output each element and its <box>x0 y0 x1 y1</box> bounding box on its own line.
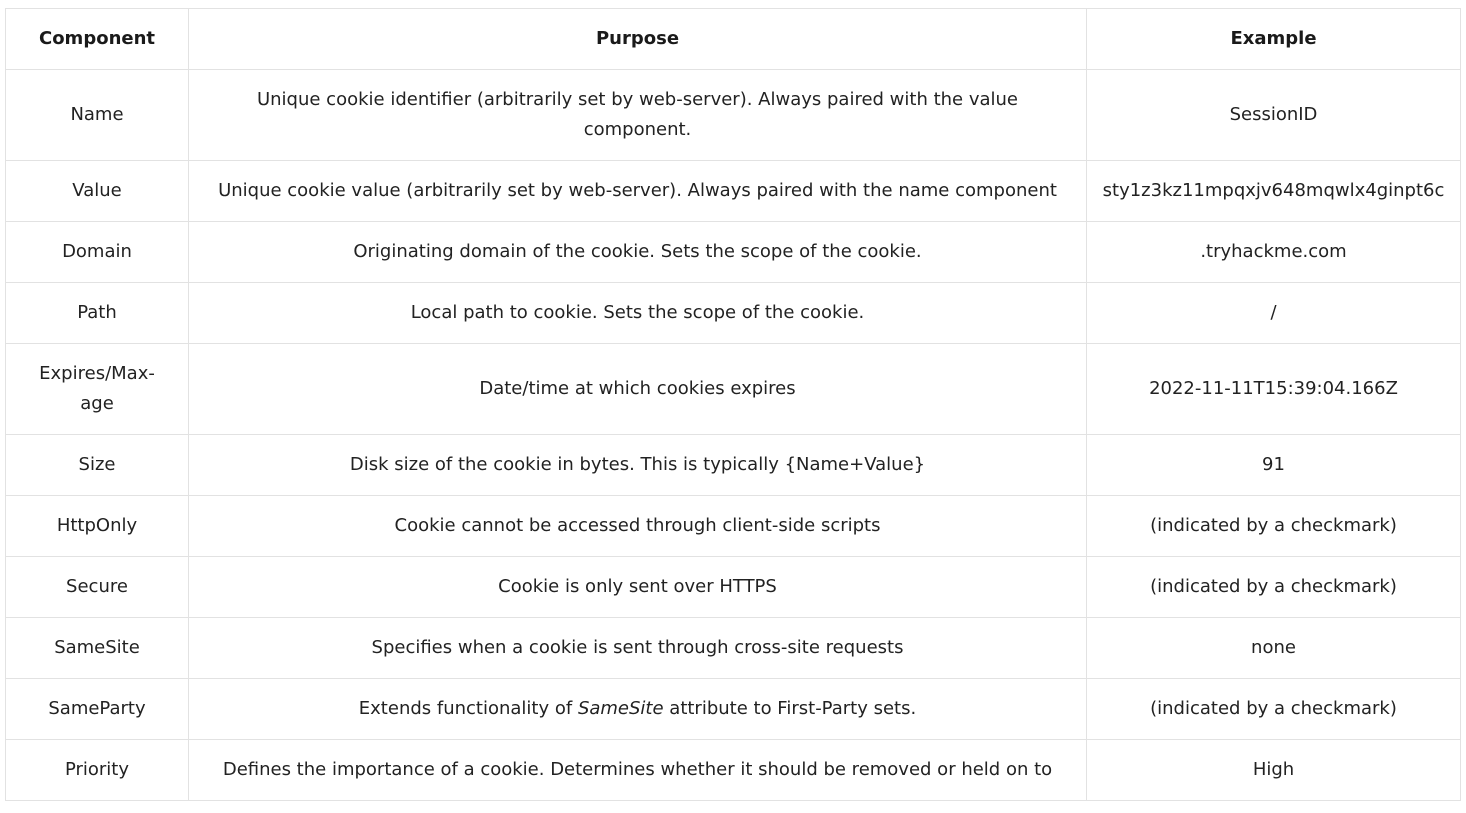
purpose-text-end: attribute to First-Party sets. <box>663 698 917 719</box>
purpose-text-start: Extends functionality of <box>358 698 578 719</box>
cell-component: SameSite <box>6 618 189 679</box>
cell-example: none <box>1087 618 1461 679</box>
cell-purpose: Unique cookie value (arbitrarily set by web-server). Always paired with the name component <box>189 161 1087 222</box>
cell-purpose: Disk size of the cookie in bytes. This is typically {Name+Value} <box>189 435 1087 496</box>
cookie-components-table <box>5 8 1461 801</box>
samesite-emphasis: SameSite <box>577 698 664 719</box>
header-component: Component <box>6 9 189 70</box>
cell-component: Name <box>6 70 189 161</box>
header-purpose: Purpose <box>189 9 1087 70</box>
cell-purpose: Defines the importance of a cookie. Determines whether it should be removed or held on to <box>189 740 1087 801</box>
cell-component: Expires/Max-age <box>6 344 189 435</box>
cell-example: sty1z3kz11mpqxjv648mqwlx4ginpt6c <box>1087 161 1461 222</box>
table-row <box>6 435 1461 496</box>
cell-component: Size <box>6 435 189 496</box>
cell-example: SessionID <box>1087 70 1461 161</box>
table-row <box>6 344 1461 435</box>
cell-purpose: Specifies when a cookie is sent through cross-site requests <box>189 618 1087 679</box>
cell-example: / <box>1087 283 1461 344</box>
cell-purpose: Date/time at which cookies expires <box>189 344 1087 435</box>
table-row <box>6 679 1461 740</box>
cell-purpose: Unique cookie identifier (arbitrarily set by web-server). Always paired with the value component. <box>189 70 1087 161</box>
cell-component: HttpOnly <box>6 496 189 557</box>
header-example: Example <box>1087 9 1461 70</box>
cell-component: Domain <box>6 222 189 283</box>
cell-purpose: Originating domain of the cookie. Sets the scope of the cookie. <box>189 222 1087 283</box>
table-row <box>6 70 1461 161</box>
table-row <box>6 618 1461 679</box>
table-row <box>6 283 1461 344</box>
cell-purpose: Cookie cannot be accessed through client-side scripts <box>189 496 1087 557</box>
table-row <box>6 222 1461 283</box>
cell-example: .tryhackme.com <box>1087 222 1461 283</box>
table-header-row <box>6 9 1461 70</box>
cell-example: High <box>1087 740 1461 801</box>
table-row <box>6 740 1461 801</box>
cell-component: Path <box>6 283 189 344</box>
cell-example: (indicated by a checkmark) <box>1087 557 1461 618</box>
cell-component: Priority <box>6 740 189 801</box>
table-row <box>6 496 1461 557</box>
table-row <box>6 557 1461 618</box>
cell-example: (indicated by a checkmark) <box>1087 496 1461 557</box>
cell-purpose <box>189 679 1087 740</box>
cell-component: Secure <box>6 557 189 618</box>
cell-component: Value <box>6 161 189 222</box>
cell-purpose: Cookie is only sent over HTTPS <box>189 557 1087 618</box>
cell-example: 2022-11-11T15:39:04.166Z <box>1087 344 1461 435</box>
cell-component: SameParty <box>6 679 189 740</box>
cookie-components-table-wrapper <box>5 8 1460 801</box>
cell-example: 91 <box>1087 435 1461 496</box>
table-row <box>6 161 1461 222</box>
cell-purpose: Local path to cookie. Sets the scope of the cookie. <box>189 283 1087 344</box>
cell-example: (indicated by a checkmark) <box>1087 679 1461 740</box>
